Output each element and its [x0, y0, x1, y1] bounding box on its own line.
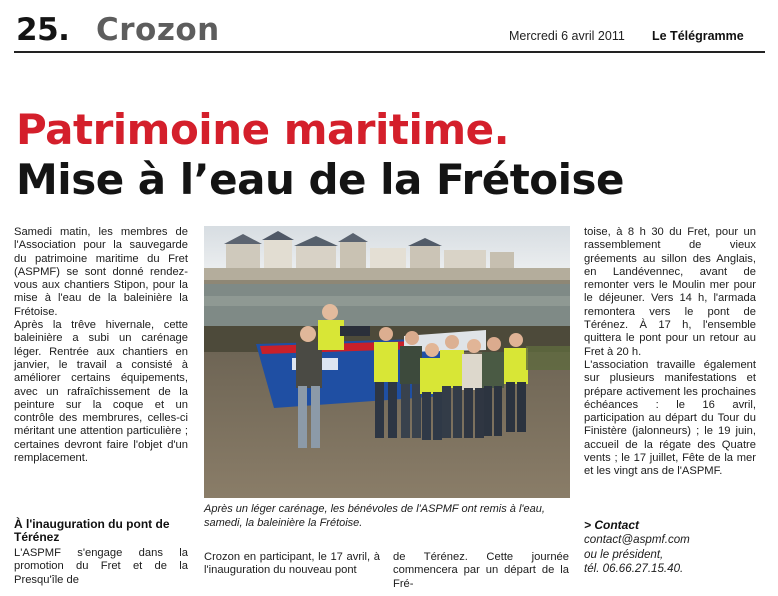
contact-details [584, 533, 756, 577]
paragraph: toise, à 8 h 30 du Fret, pour un rassemblement de vieux gréements au sillon des Anglais, en Landévennec, avant de remonter vers le Moulin mer pour le déjeuner. Vers 14 h, l'armada remontera vers le pont de Térénez. À 17 h, l'ensemble quittera le pont pour un retour au Fret à 20 h. [584, 226, 756, 358]
boat-photo-illustration [204, 226, 570, 498]
paragraph: Après la trêve hivernale, cette baleinière a subi un carénage léger. Rentrée aux chantiers en janvier, le travail a consisté à améliorer certains équipements, avec un rafraîchissement de la peinture sur la coque et un contrôle des membrures, celles-ci méritant une attention particulière ; certaines devront faire l'objet d'un remplacement. [14, 319, 188, 465]
paragraph: L'ASPMF s'engage dans la promotion du Fret et de la Presqu'île de [14, 547, 188, 586]
paragraph: L'association travaille également sur plusieurs manifestations et prépare activement les prochaines échéances : le 16 avril, participation au départ du Tour du Finistère (jalonneurs) ; le 19 juin, accueil de la régate des Quatre vents ; le 17 juillet, Fête de la mer et les vingt ans de l'ASPMF. [584, 358, 756, 478]
contact-heading: > Contact [584, 518, 640, 532]
paragraph: Crozon en participant, le 17 avril, à l'inauguration du nouveau pont [204, 551, 380, 577]
contact-email[interactable]: contact@aspmf.com [584, 533, 690, 546]
paragraph: Samedi matin, les membres de l'Association pour la sauvegarde du patrimoine maritime du Fret (ASPMF) se sont donné rendez-vous aux chantiers Stipon, pour la mise à l'eau de la baleinière la Frétoise. [14, 226, 188, 318]
article-subheading: À l'inauguration du pont de Térénez [14, 517, 170, 545]
photo-caption: Après un léger carénage, les bénévoles de l'ASPMF ont remis à l'eau, samedi, la baleinière la Frétoise. [204, 503, 545, 529]
paragraph: de Térénez. Cette journée commencera par un départ de la Fré- [393, 551, 569, 590]
article-column-4 [584, 226, 756, 479]
contact-phone: tél. 06.66.27.15.40. [584, 562, 684, 575]
headline-title: Mise à l’eau de la Frétoise [16, 155, 625, 204]
contact-alt: ou le président, [584, 547, 664, 561]
newspaper-name: Le Télégramme [652, 29, 744, 43]
issue-date: Mercredi 6 avril 2011 [509, 29, 625, 43]
page-number: 25. [16, 12, 70, 48]
headline-kicker: Patrimoine maritime. [16, 105, 510, 154]
article-column-1 [14, 226, 188, 465]
boat-photo [204, 226, 570, 498]
header-divider [14, 51, 765, 53]
section-title: Crozon [96, 12, 220, 48]
